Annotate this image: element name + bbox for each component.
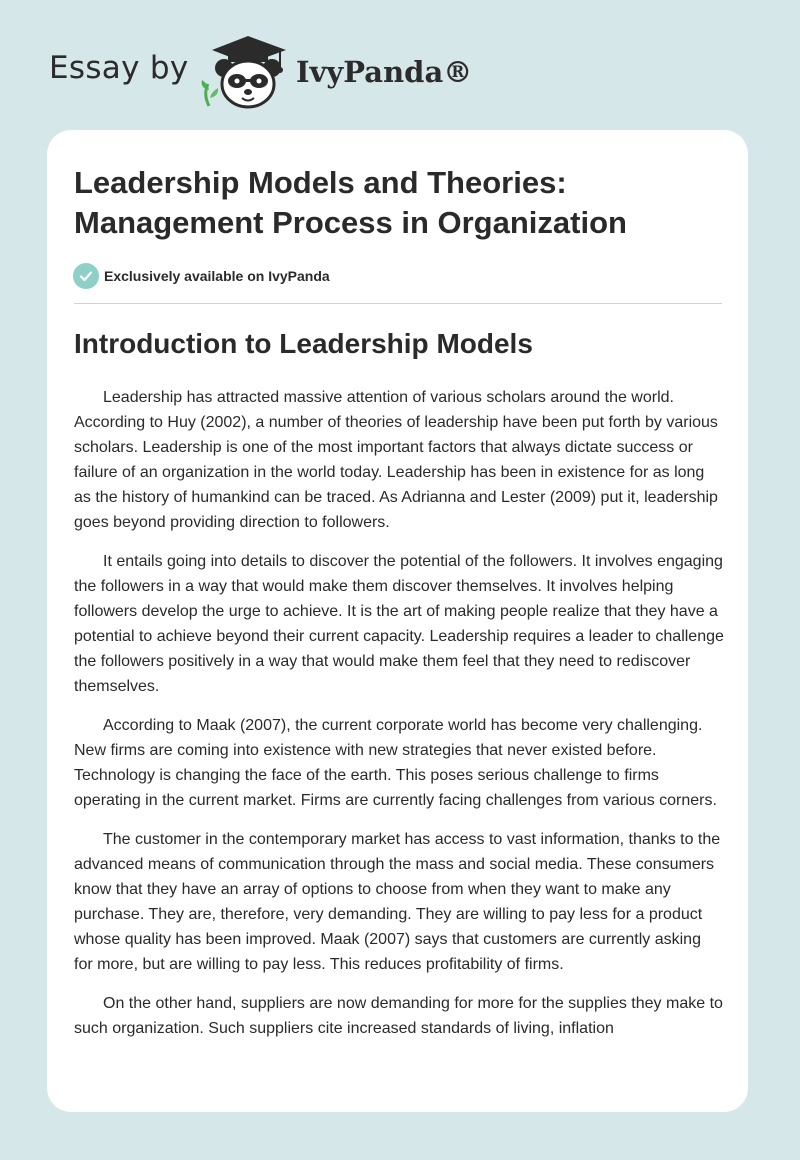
brand-name[interactable]: IvyPanda® [296, 55, 473, 89]
check-circle-icon [73, 263, 99, 289]
section-heading: Introduction to Leadership Models [74, 328, 533, 359]
site-header [0, 0, 800, 120]
paragraph: It entails going into details to discover the potential of the followers. It involves engaging the followers in a way that would make them discover themselves. It involves helping followers develop the urge to achieve. It is the art of making people realize that they have a potential to achieve beyond their current capacity. Leadership requires a leader to challenge the followers positively in a way that would make them feel that they need to rediscover themselves. [74, 553, 724, 695]
paragraph: Leadership has attracted massive attention of various scholars around the world. According to Huy (2002), a number of theories of leadership have been put forth by various scholars. Leadership is one of the most important factors that always dictate success or failure of an organization in the world today. Leadership has been in existence for as long as the history of humankind can be traced. As Adrianna and Lester (2009) put it, leadership goes beyond providing direction to followers. [74, 389, 718, 531]
panda-graduate-logo-icon[interactable] [200, 34, 292, 110]
paragraph: According to Maak (2007), the current corporate world has become very challenging. New firms are coming into existence with new strategies that never existed before. Technology is changing the face of the earth. This poses serious challenge to firms operating in the current market. Firms are currently facing challenges from various corners. [74, 717, 717, 809]
paragraph: On the other hand, suppliers are now demanding for more for the supplies they make to such organization. Such suppliers cite increased standards of living, inflation [74, 995, 723, 1037]
essay-title: Leadership Models and Theories: Management Process in Organization [74, 165, 627, 240]
exclusive-badge [73, 263, 330, 289]
essay-card [47, 130, 748, 1112]
paragraph: The customer in the contemporary market has access to vast information, thanks to the advanced means of communication through the mass and social media. These consumers know that they have an array of options to choose from when they want to make any purchase. They are, therefore, very demanding. They are willing to pay less for a product whose quality has been improved. Maak (2007) says that customers are currently asking for more, but are willing to pay less. This reduces profitability of firms. [74, 831, 721, 973]
exclusive-badge-label: Exclusively available on IvyPanda [104, 268, 330, 284]
brand-prefix: Essay by [49, 50, 189, 86]
divider [74, 303, 722, 304]
essay-body [74, 385, 724, 1055]
